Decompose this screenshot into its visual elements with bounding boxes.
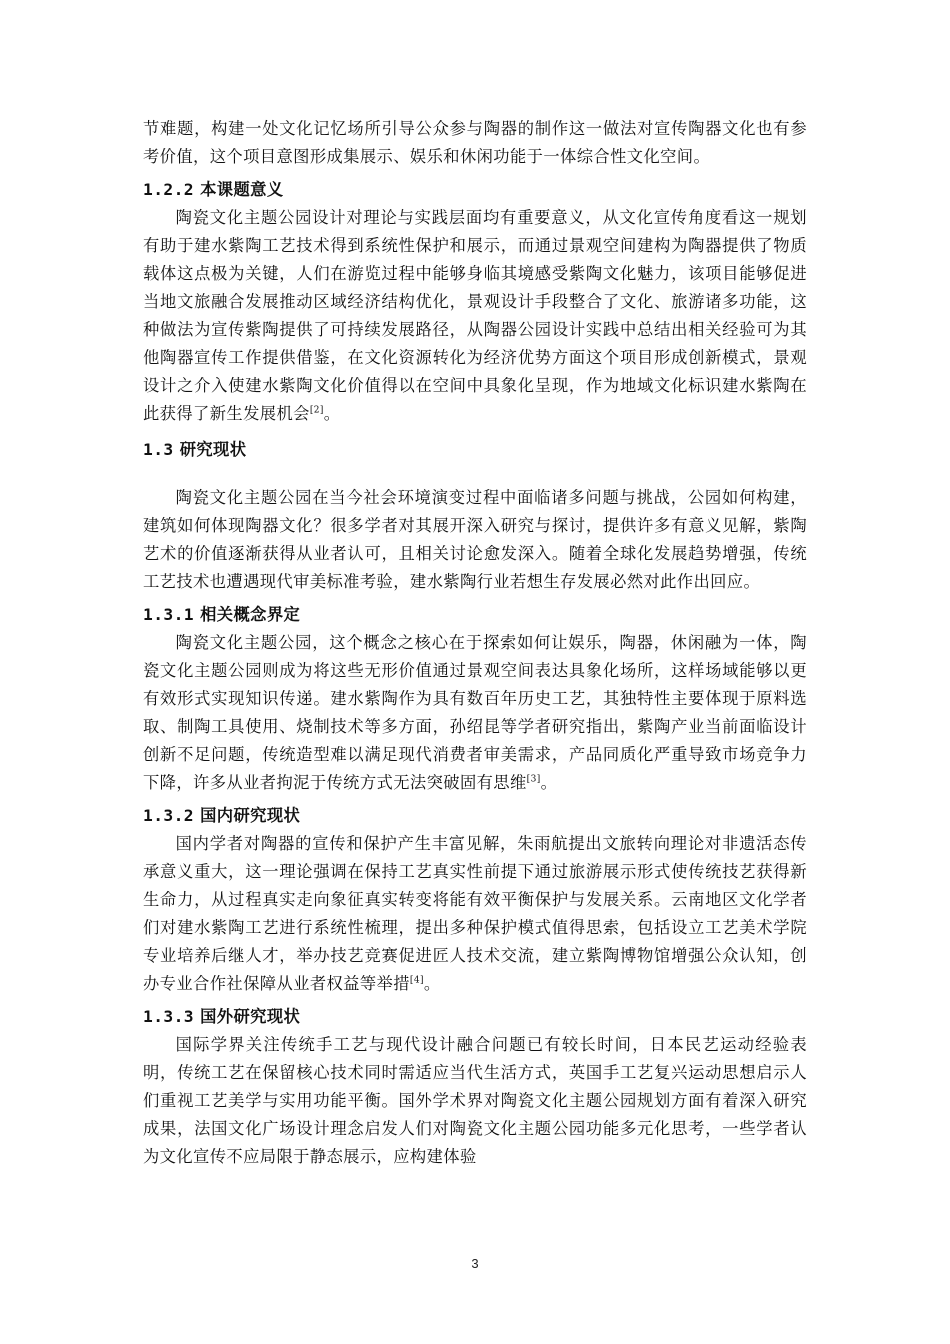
section-number: 1.3.1 xyxy=(143,605,195,624)
citation-ref: [4] xyxy=(409,975,424,986)
page-content xyxy=(143,115,807,1171)
paragraph-text: 陶瓷文化主题公园，这个概念之核心在于探索如何让娱乐，陶器，休闲融为一体，陶瓷文化主题公园则成为将这些无形价值通过景观空间表达具象化场所，这样场域能够以更有效形式实现知识传递。建水紫陶作为具有数百年历史工艺，其独特性主要体现于原料选取、制陶工具使用、烧制技术等多方面，孙绍昆等学者研究指出，紫陶产业当前面临设计创新不足问题，传统造型难以满足现代消费者审美需求，产品同质化严重导致市场竞争力下降，许多从业者拘泥于传统方式无法突破固有思维 xyxy=(143,633,807,792)
section-title: 国内研究现状 xyxy=(200,806,301,825)
section-heading-1-3-3 xyxy=(143,1003,807,1031)
section-number: 1.2.2 xyxy=(143,180,195,199)
citation-ref: [2] xyxy=(309,405,324,416)
section-title: 国外研究现状 xyxy=(200,1007,301,1026)
paragraph-text: 陶瓷文化主题公园设计对理论与实践层面均有重要意义，从文化宣传角度看这一规划有助于建水紫陶工艺技术得到系统性保护和展示，而通过景观空间建构为陶器提供了物质载体这点极为关键，人们在游览过程中能够身临其境感受紫陶文化魅力，该项目能够促进当地文旅融合发展推动区域经济结构优化，景观设计手段整合了文化、旅游诸多功能，这种做法为宣传紫陶提供了可持续发展路径，从陶器公园设计实践中总结出相关经验可为其他陶器宣传工作提供借鉴，在文化资源转化为经济优势方面这个项目形成创新模式，景观设计之介入使建水紫陶文化价值得以在空间中具象化呈现，作为地域文化标识建水紫陶在此获得了新生发展机会 xyxy=(143,208,807,423)
section-1-2-2-paragraph xyxy=(143,204,807,428)
page-number: 3 xyxy=(471,1256,479,1271)
section-number: 1.3.3 xyxy=(143,1007,195,1026)
section-1-3-1-paragraph xyxy=(143,629,807,797)
section-title: 研究现状 xyxy=(179,440,247,459)
section-1-3-2-paragraph xyxy=(143,830,807,998)
section-title: 相关概念界定 xyxy=(200,605,301,624)
section-heading-1-2-2 xyxy=(143,176,807,204)
paragraph-end: 。 xyxy=(540,773,558,792)
section-1-3-paragraph: 陶瓷文化主题公园在当今社会环境演变过程中面临诸多问题与挑战，公园如何构建，建筑如何体现陶器文化？很多学者对其展开深入研究与探讨，提供许多有意义见解，紫陶艺术的价值逐渐获得从业者认可，且相关讨论愈发深入。随着全球化发展趋势增强，传统工艺技术也遭遇现代审美标准考验，建水紫陶行业若想生存发展必然对此作出回应。 xyxy=(143,488,807,591)
section-1-3-3-paragraph: 国际学界关注传统手工艺与现代设计融合问题已有较长时间，日本民艺运动经验表明，传统工艺在保留核心技术同时需适应当代生活方式，英国手工艺复兴运动思想启示人们重视工艺美学与实用功能平衡。国外学术界对陶瓷文化主题公园规划方面有着深入研究成果，法国文化广场设计理念启发人们对陶瓷文化主题公园功能多元化思考，一些学者认为文化宣传不应局限于静态展示，应构建体验 xyxy=(143,1035,807,1166)
paragraph-end: 。 xyxy=(323,404,341,423)
section-heading-1-3-1 xyxy=(143,601,807,629)
citation-ref: [3] xyxy=(526,774,541,785)
section-heading-1-3-2 xyxy=(143,802,807,830)
intro-paragraph: 节难题，构建一处文化记忆场所引导公众参与陶器的制作这一做法对宣传陶器文化也有参考价值，这个项目意图形成集展示、娱乐和休闲功能于一体综合性文化空间。 xyxy=(143,119,807,166)
section-heading-1-3 xyxy=(143,436,807,464)
section-title: 本课题意义 xyxy=(200,180,284,199)
paragraph-end: 。 xyxy=(423,974,441,993)
paragraph-text: 国内学者对陶器的宣传和保护产生丰富见解，朱雨航提出文旅转向理论对非遗活态传承意义重大，这一理论强调在保持工艺真实性前提下通过旅游展示形式使传统技艺获得新生命力，从过程真实走向象征真实转变将能有效平衡保护与发展关系。云南地区文化学者们对建水紫陶工艺进行系统性梳理，提出多种保护模式值得思索，包括设立工艺美术学院专业培养后继人才，举办技艺竞赛促进匠人技术交流，建立紫陶博物馆增强公众认知，创办专业合作社保障从业者权益等举措 xyxy=(143,834,807,993)
section-number: 1.3.2 xyxy=(143,806,195,825)
section-number: 1.3 xyxy=(143,440,174,459)
